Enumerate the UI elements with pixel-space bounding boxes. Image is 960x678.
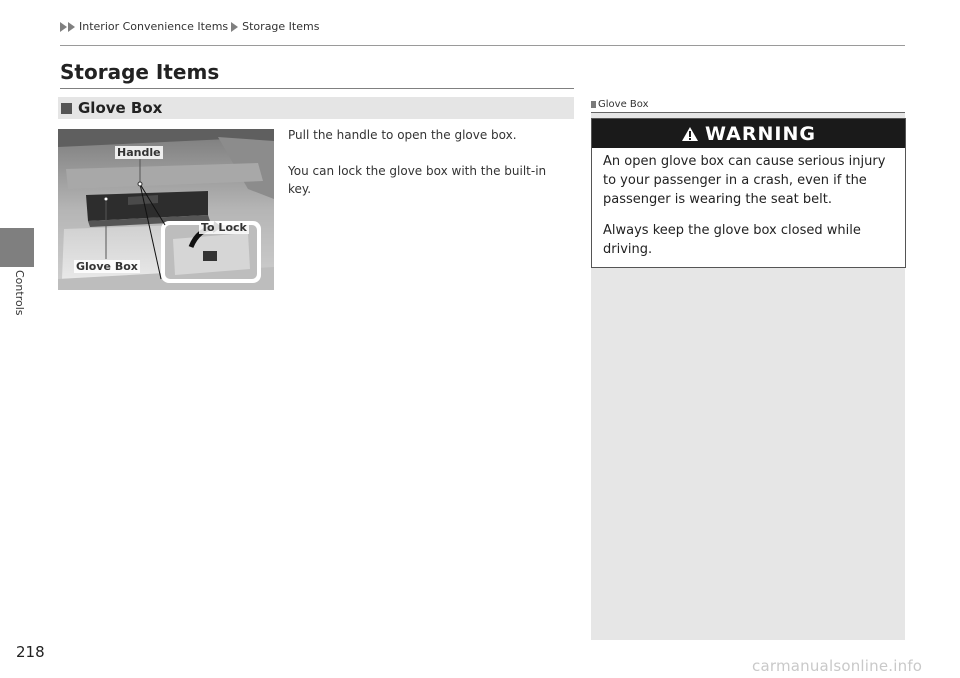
- callout-glove-box: Glove Box: [76, 260, 138, 273]
- breadcrumb-item-storage-items[interactable]: Storage Items: [242, 20, 320, 33]
- chapter-tab-label: [9, 270, 26, 340]
- section-title: Glove Box: [78, 99, 163, 117]
- warning-paragraph: Always keep the glove box closed while driving.: [603, 223, 861, 257]
- chapter-tab-text: Controls: [13, 270, 26, 316]
- note-marker-icon: [591, 101, 596, 108]
- note-heading: [591, 97, 905, 112]
- warning-box: [591, 118, 906, 268]
- double-arrow-icon: [60, 22, 76, 32]
- section-heading: [58, 97, 574, 119]
- callout-to-lock: To Lock: [201, 221, 247, 234]
- chapter-tab-marker: [0, 228, 34, 267]
- warning-header: [592, 119, 905, 148]
- note-divider: [591, 112, 905, 113]
- breadcrumb-item-interior-convenience[interactable]: Interior Convenience Items: [79, 20, 229, 33]
- watermark: carmanualsonline.info: [752, 657, 923, 675]
- header-divider: [60, 45, 905, 46]
- page-number: 218: [16, 643, 45, 661]
- warning-paragraph: An open glove box can cause serious injury to your passenger in a crash, even if the passenger is wearing the seat belt.: [603, 154, 886, 207]
- arrow-icon: [231, 22, 239, 32]
- callout-handle: Handle: [117, 146, 161, 159]
- glove-box-illustration: [58, 129, 274, 290]
- note-title: Glove Box: [598, 99, 649, 110]
- page-title: Storage Items: [60, 60, 220, 84]
- warning-title: WARNING: [705, 122, 816, 145]
- body-paragraph: Pull the handle to open the glove box.: [288, 128, 517, 142]
- body-paragraph: You can lock the glove box with the built-in key.: [288, 164, 547, 196]
- title-divider: [60, 88, 574, 89]
- square-bullet-icon: [61, 103, 72, 114]
- warning-triangle-icon: [681, 126, 699, 142]
- breadcrumb: [60, 20, 319, 33]
